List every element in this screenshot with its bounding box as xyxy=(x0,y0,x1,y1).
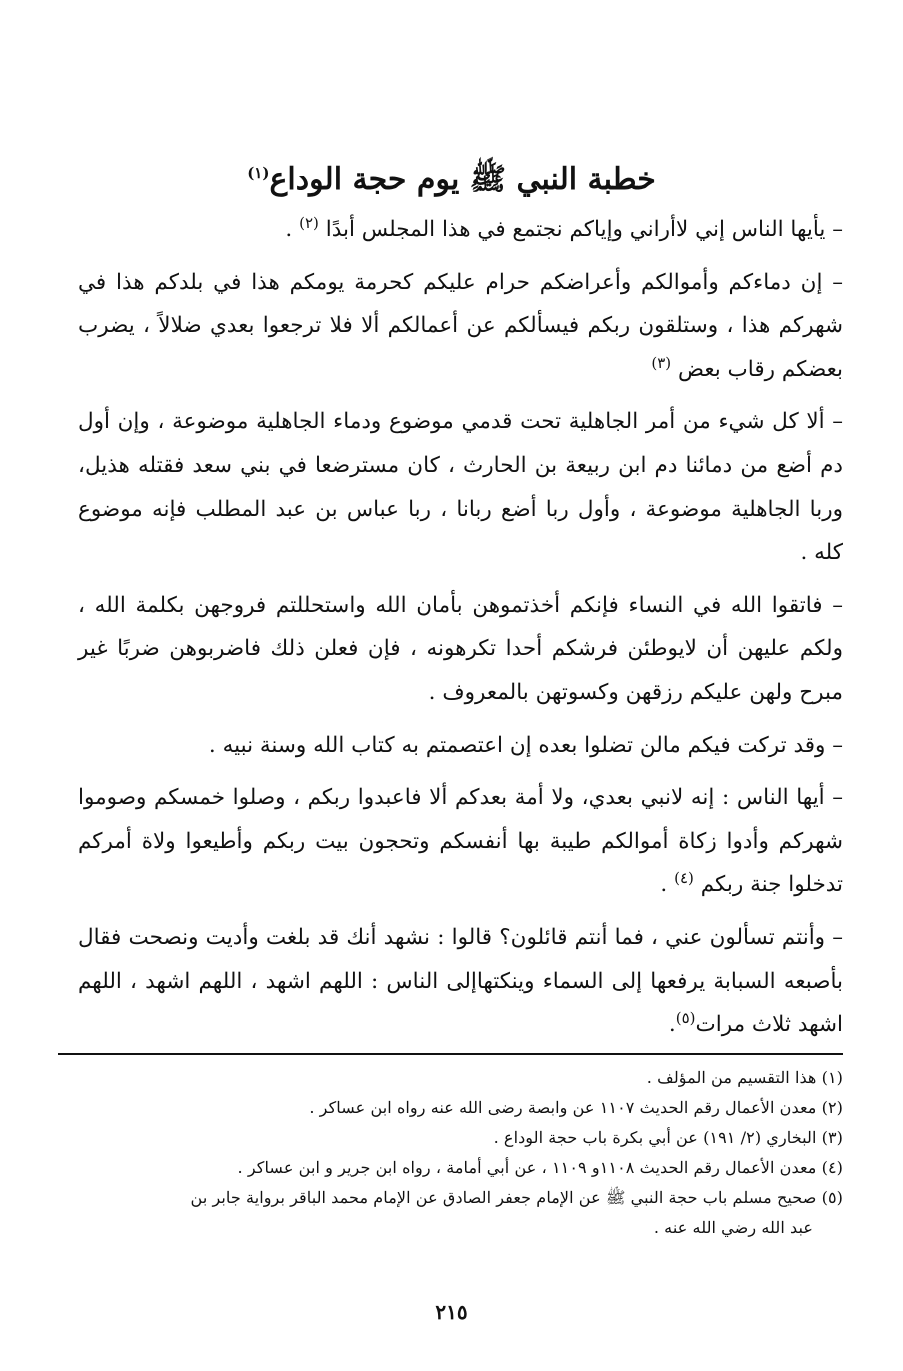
footnote-ref: (٢) xyxy=(299,213,319,232)
footnote-number: (٥) xyxy=(821,1188,843,1207)
paragraph xyxy=(78,400,843,574)
footnote-number: (٣) xyxy=(821,1128,843,1147)
footnote xyxy=(78,1183,843,1213)
paragraph-end: . xyxy=(660,872,675,898)
sermon-body xyxy=(78,208,843,1056)
footnote-text: معدن الأعمال رقم الحديث ١١٠٧ عن وابصة رضى الله عنه رواه ابن عساكر . xyxy=(309,1098,817,1117)
paragraph xyxy=(78,916,843,1047)
footnote-continuation: عبد الله رضي الله عنه . xyxy=(653,1218,813,1237)
footnote-divider xyxy=(58,1053,843,1055)
footnote-text: هذا التقسيم من المؤلف . xyxy=(646,1068,817,1087)
paragraph-text: – أيها الناس : إنه لانبي بعدي، ولا أمة بعدكم ألا فاعبدوا ربكم ، وصلوا خمسكم وصوموا شهركم وأدوا زكاة أموالكم طيبة بها أنفسكم وتحجون بيت ربكم وأطيعوا ولاة أمركم تدخلوا جنة ربكم xyxy=(78,785,843,898)
page-number: ٢١٥ xyxy=(435,1300,468,1324)
paragraph xyxy=(78,261,843,392)
paragraph-text: – وأنتم تسألون عني ، فما أنتم قائلون؟ قالوا : نشهد أنك قد بلغت وأديت ونصحت فقال بأصبعه السبابة يرفعها إلى السماء وينكتهاإلى الناس : اللهم اشهد ، اللهم اشهد ، اللهم اشهد ثلاث مرات xyxy=(78,924,843,1038)
footnote-ref: (٣) xyxy=(651,353,672,372)
footnote-number: (١) xyxy=(821,1068,843,1087)
paragraph xyxy=(78,584,843,715)
footnotes xyxy=(78,1063,843,1243)
paragraph-end: . xyxy=(285,217,300,242)
footnote-ref: (٥) xyxy=(675,1008,696,1027)
paragraph xyxy=(78,776,843,907)
footnote-text: معدن الأعمال رقم الحديث ١١٠٨و ١١٠٩ ، عن أبي أمامة ، رواه ابن جرير و ابن عساكر . xyxy=(237,1158,817,1177)
footnote xyxy=(78,1153,843,1183)
footnote-ref: (٤) xyxy=(674,869,694,888)
paragraph-text: – إن دماءكم وأموالكم وأعراضكم حرام عليكم كحرمة يومكم هذا في بلدكم هذا في شهركم هذا ، وستلقون ربكم فيسألكم عن أعمالكم ألا فلا ترجعوا بعدي ضلالاً ، يضرب بعضكم رقاب بعض xyxy=(78,269,843,382)
paragraph-text: – فاتقوا الله في النساء فإنكم أخذتموهن بأمان الله واستحللتم فروجهن بكلمة الله ، ولكم عليهن أن لايوطئن فرشكم أحدا تكرهونه ، فإن فعلن ذلك فاضربوهن ضربًا غير مبرح ولهن عليكم رزقهن وكسوتهن بالمعروف . xyxy=(78,592,843,705)
footnote xyxy=(78,1093,843,1123)
paragraph-text: – وقد تركت فيكم مالن تضلوا بعده إن اعتصمتم به كتاب الله وسنة نبيه . xyxy=(208,732,843,758)
title-footnote-ref: (١) xyxy=(247,164,270,183)
footnote-number: (٤) xyxy=(821,1158,843,1177)
footnote xyxy=(78,1123,843,1153)
footnote-text: صحيح مسلم باب حجة النبي ﷺ عن الإمام جعفر الصادق عن الإمام محمد الباقر برواية جابر بن xyxy=(190,1188,817,1207)
paragraph xyxy=(78,724,843,768)
paragraph xyxy=(78,208,843,252)
title-text: خطبة النبي ﷺ يوم حجة الوداع xyxy=(269,162,656,198)
paragraph-text: – يأيها الناس إني لاأراني وإياكم نجتمع في هذا المجلس أبدًا xyxy=(325,217,843,242)
paragraph-end: . xyxy=(668,1012,676,1038)
page-title xyxy=(0,158,903,202)
paragraph-text: – ألا كل شيء من أمر الجاهلية تحت قدمي موضوع ودماء الجاهلية موضوعة ، وإن أول دم أضع من دمائنا دم ابن ربيعة بن الحارث ، كان مسترضعا في بني سعد فقتله هذيل، وربا الجاهلية موضوعة ، وأول ربا أضع ربانا ، ربا عباس بن عبد المطلب فإنه موضوع كله . xyxy=(78,409,843,566)
footnote xyxy=(78,1063,843,1093)
footnote-number: (٢) xyxy=(821,1098,843,1117)
footnote-text: البخاري (٢/ ١٩١) عن أبي بكرة باب حجة الوداع . xyxy=(493,1128,817,1147)
